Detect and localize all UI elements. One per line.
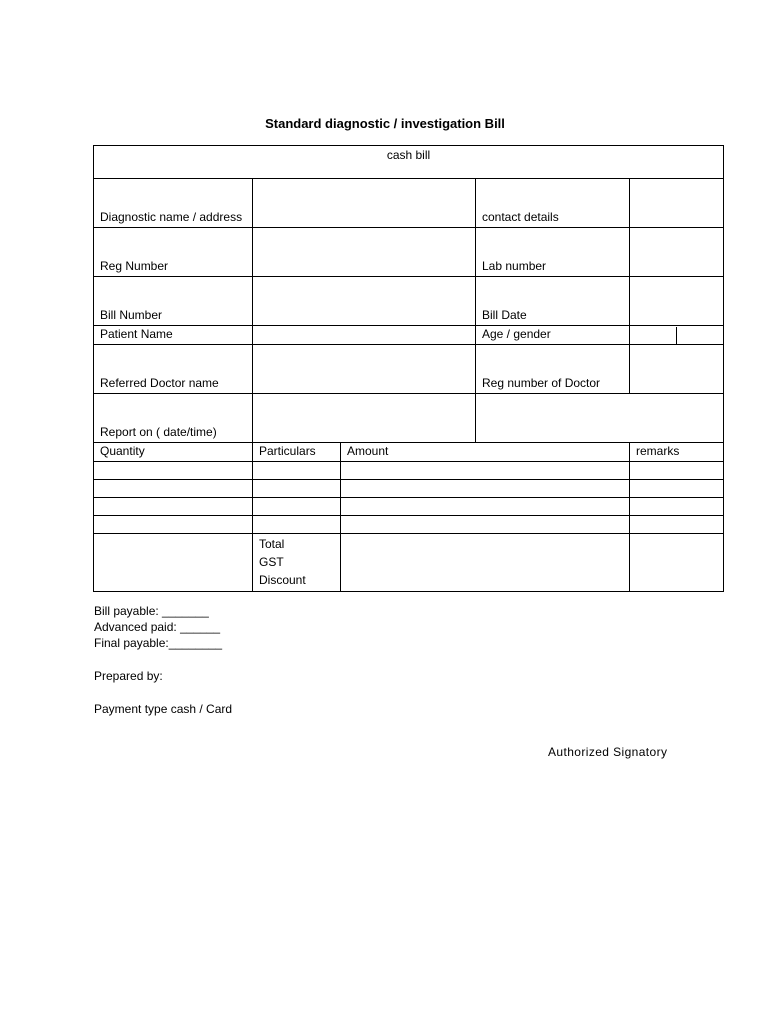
report-on-label: Report on ( date/time) [94,394,253,443]
bill-payable-line: Bill payable: _______ [94,604,209,618]
bill-date-label: Bill Date [476,277,630,326]
item-remarks-cell[interactable] [630,516,724,534]
item-particulars-cell[interactable] [253,498,341,516]
payment-type-line: Payment type cash / Card [94,702,233,716]
age-gender-label: Age / gender [476,326,630,345]
item-row [94,516,724,534]
discount-label: Discount [259,573,306,587]
particulars-header: Particulars [253,443,341,462]
remarks-header: remarks [630,443,724,462]
contact-details-value[interactable] [630,179,724,228]
referred-doctor-label: Referred Doctor name [94,345,253,394]
bill-number-label: Bill Number [94,277,253,326]
item-quantity-cell[interactable] [94,462,253,480]
lab-number-label: Lab number [476,228,630,277]
reg-row [94,228,724,277]
bill-number-row [94,277,724,326]
item-quantity-cell[interactable] [94,498,253,516]
document-title: Standard diagnostic / investigation Bill [265,116,505,131]
doctor-reg-number-label: Reg number of Doctor [476,345,630,394]
patient-row [94,326,724,345]
item-row [94,498,724,516]
item-quantity-cell[interactable] [94,480,253,498]
amount-header: Amount [341,443,630,462]
items-header-row [94,443,724,462]
lab-number-value[interactable] [630,228,724,277]
reg-number-label: Reg Number [94,228,253,277]
contact-details-label: contact details [476,179,630,228]
totals-remarks-cell[interactable] [630,534,724,592]
quantity-header: Quantity [94,443,253,462]
reg-number-value[interactable] [253,228,476,277]
item-amount-cell[interactable] [341,480,630,498]
item-remarks-cell[interactable] [630,462,724,480]
doctor-reg-number-value[interactable] [630,345,724,394]
referred-doctor-value[interactable] [253,345,476,394]
item-quantity-cell[interactable] [94,516,253,534]
report-row [94,394,724,443]
gst-label: GST [259,555,284,569]
diagnostic-name-label: Diagnostic name / address [94,179,253,228]
item-amount-cell[interactable] [341,516,630,534]
report-extra-value[interactable] [476,394,724,443]
advanced-paid-line: Advanced paid: ______ [94,620,221,634]
item-particulars-cell[interactable] [253,462,341,480]
item-amount-cell[interactable] [341,498,630,516]
bill-date-value[interactable] [630,277,724,326]
bill-table [93,145,724,592]
totals-labels [253,534,341,592]
total-label: Total [259,537,285,551]
prepared-by-line: Prepared by: [94,669,163,683]
totals-row [94,534,724,592]
diagnostic-name-value[interactable] [253,179,476,228]
cash-bill-row [94,146,724,179]
item-remarks-cell[interactable] [630,498,724,516]
age-value[interactable] [630,327,677,344]
patient-name-label: Patient Name [94,326,253,345]
report-on-value[interactable] [253,394,476,443]
totals-quantity-cell[interactable] [94,534,253,592]
item-row [94,462,724,480]
item-particulars-cell[interactable] [253,480,341,498]
referred-doctor-row [94,345,724,394]
payment-summary [94,603,232,717]
authorized-signatory: Authorized Signatory [548,745,668,759]
item-row [94,480,724,498]
cash-bill-label: cash bill [94,146,724,179]
totals-amount-cell[interactable] [341,534,630,592]
item-particulars-cell[interactable] [253,516,341,534]
diagnostic-row [94,179,724,228]
age-gender-value[interactable] [630,326,724,345]
item-remarks-cell[interactable] [630,480,724,498]
bill-number-value[interactable] [253,277,476,326]
gender-value[interactable] [677,327,723,344]
final-payable-line: Final payable:________ [94,636,223,650]
item-amount-cell[interactable] [341,462,630,480]
patient-name-value[interactable] [253,326,476,345]
